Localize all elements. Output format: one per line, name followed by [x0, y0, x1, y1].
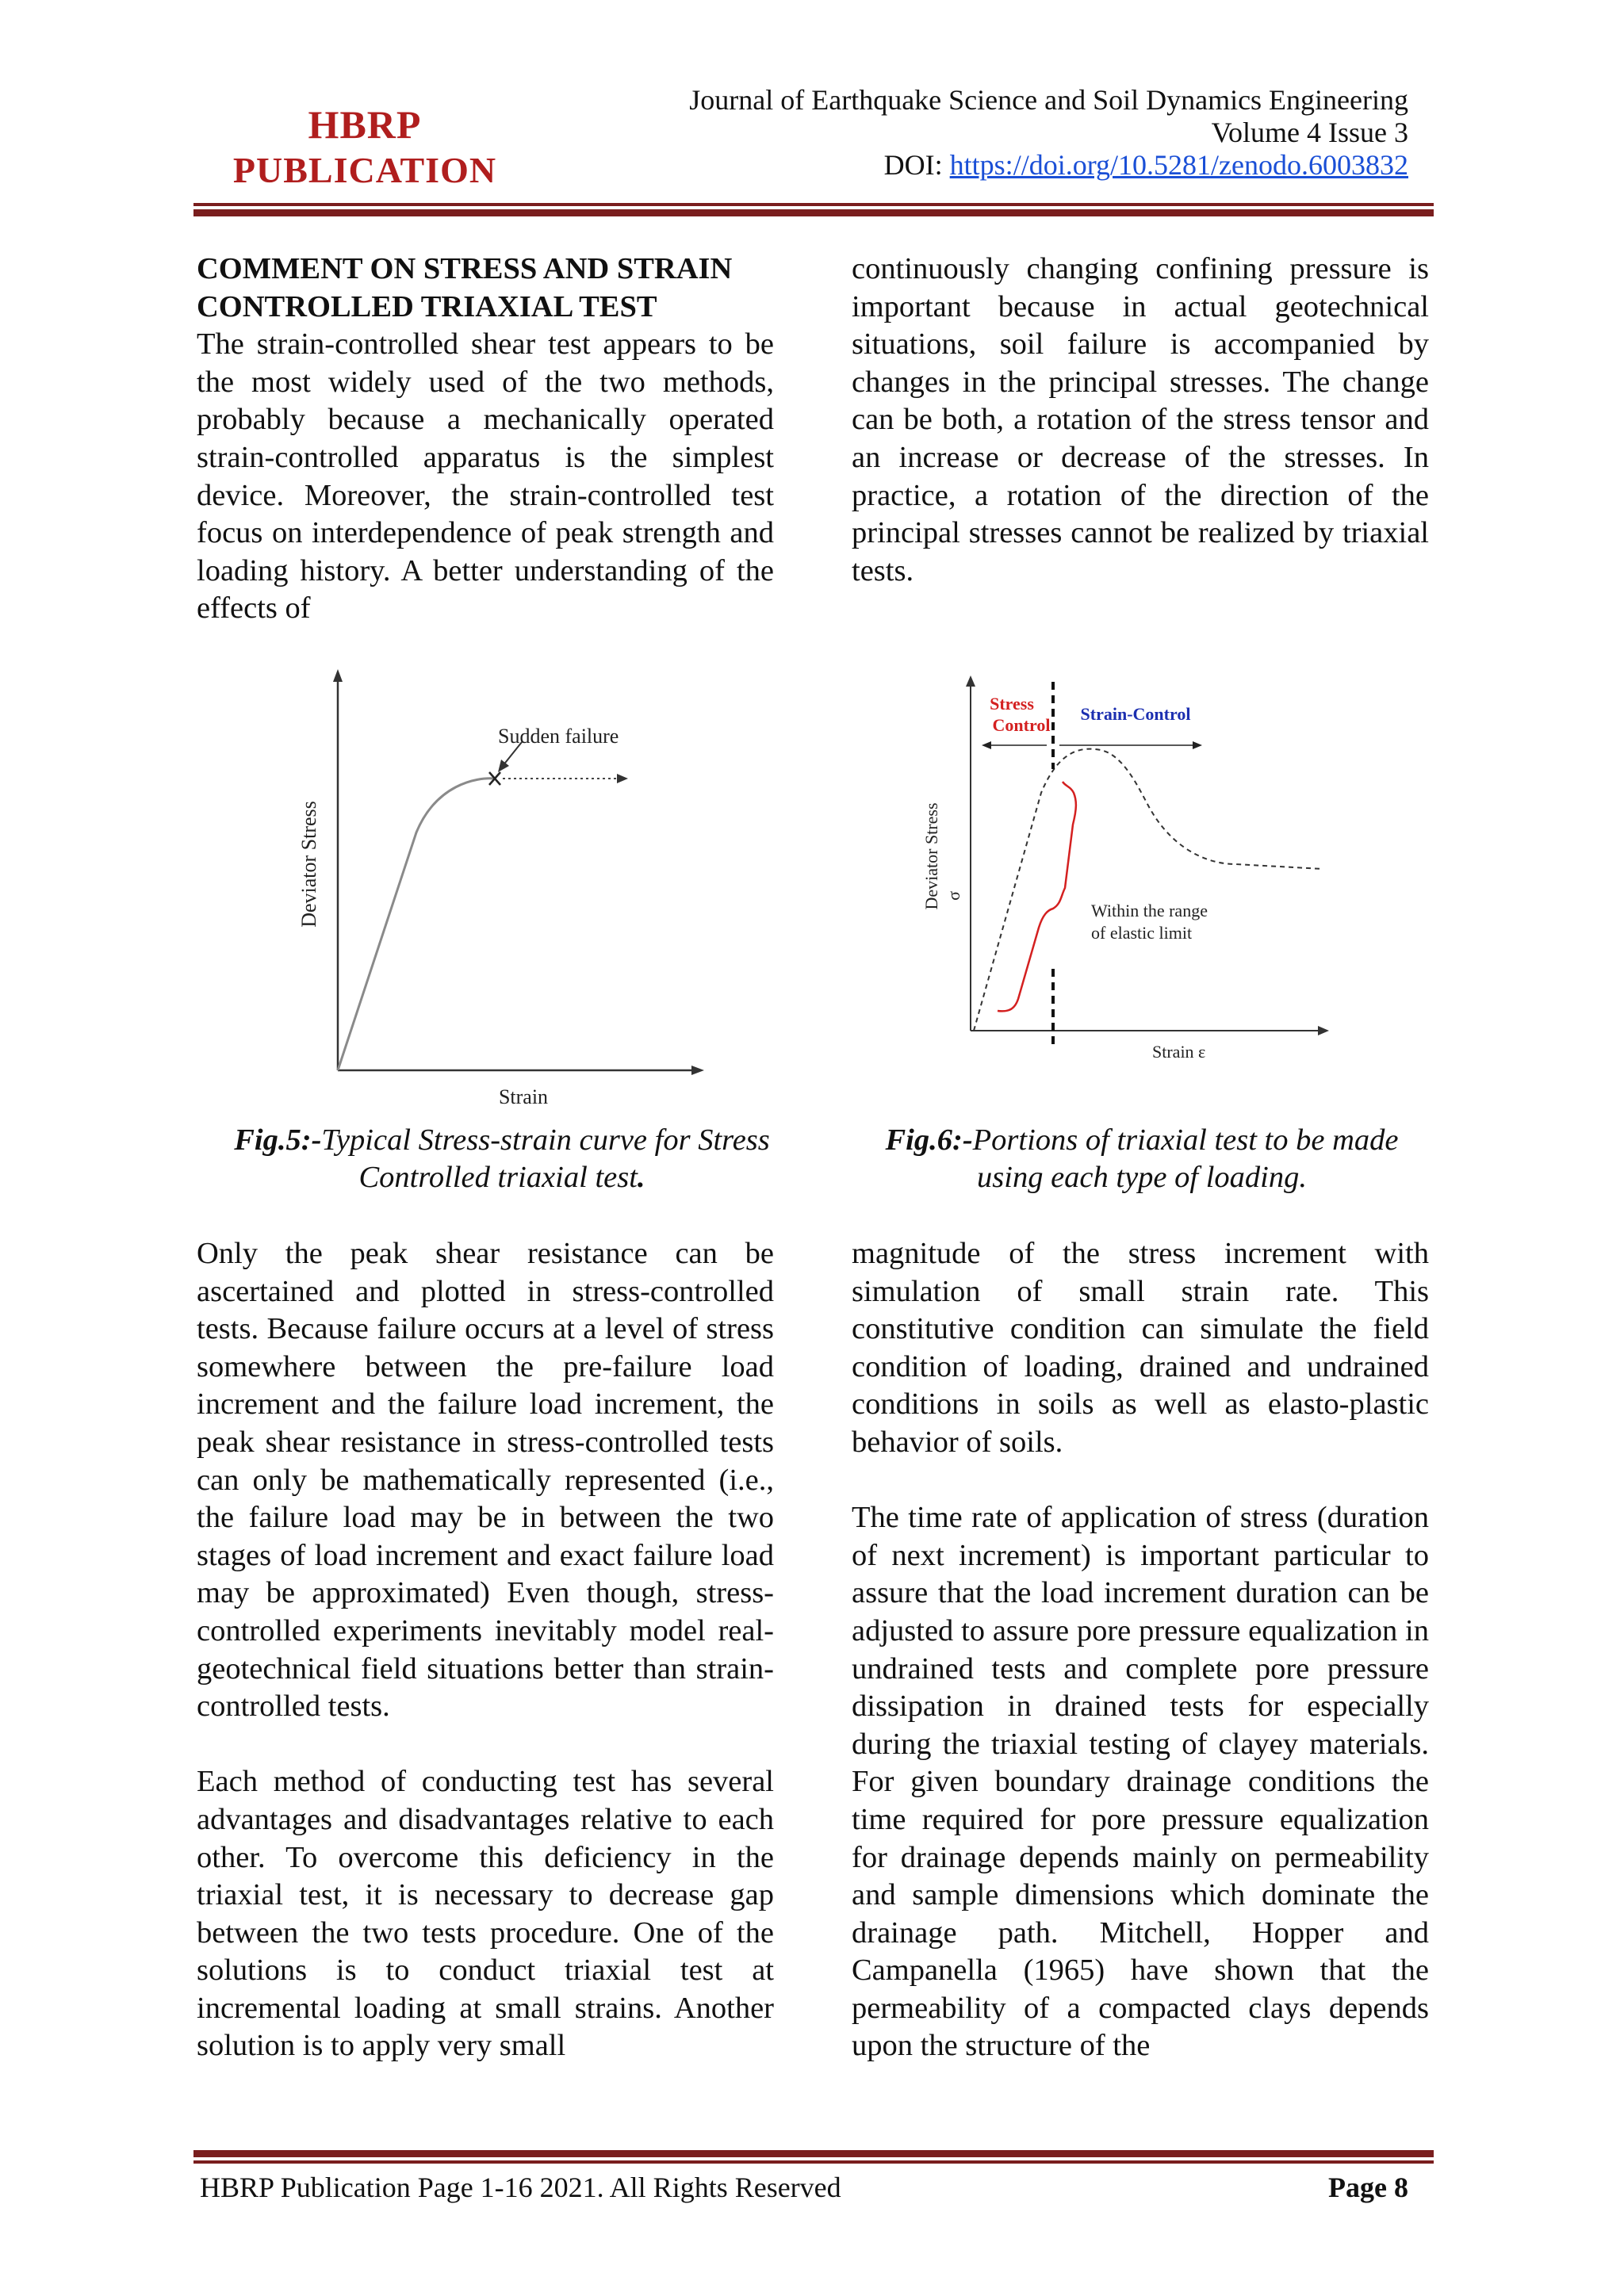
fig5-annotation: Sudden failure [498, 725, 619, 748]
section-heading-line-2: CONTROLLED TRIAXIAL TEST [197, 289, 657, 323]
fig5-x-arrow [691, 1066, 704, 1075]
fig6-caption-line-1: Portions of triaxial test to be made [972, 1123, 1399, 1157]
fig6-y-arrow [966, 675, 975, 687]
logo-line-2: PUBLICATION [232, 150, 497, 190]
fig5-caption-line-1: Typical Stress-strain curve for Stress [321, 1123, 770, 1157]
fig6-elastic-label-2: of elastic limit [1091, 923, 1193, 943]
doi-line [536, 149, 1408, 182]
fig6-stress-control-label-2: Control [992, 715, 1051, 735]
paragraph-strain-controlled: The strain-controlled shear test appears to be the most widely used of the two methods, probably because a mechanically operated strain-controlled apparatus is the simplest device. Moreover, the strain-controlled test focus on interdependence of peak strength and loading history. A better understanding of the effects of [197, 327, 774, 626]
footer-copyright: HBRP Publication Page 1-16 2021. All Rights Reserved [200, 2172, 841, 2203]
footer-rule-thick [193, 2150, 1434, 2157]
fig6-y-symbol: σ [944, 891, 963, 901]
header-rule-thin [193, 203, 1434, 206]
fig5-y-label: Deviator Stress [297, 801, 320, 928]
section-heading [197, 251, 774, 326]
fig6-caption-line-2: using each type of loading. [977, 1161, 1307, 1194]
fig6-stress-range-arrow [982, 741, 991, 749]
paragraph-peak-shear: Only the peak shear resistance can be ascertained and plotted in stress-controlled tests. Because failure occurs at a level of stress somewhere between the pre-failure load increment and the failure load increment, the peak shear resistance in stress-controlled tests can only be mathematically represented (i.e., the failure load may be in between the two stages of load increment and exact failure load may be approximated) Even though, stress-controlled experiments inevitably model real-geotechnical field situations better than strain-controlled tests. [197, 1237, 774, 1724]
right-column-top [852, 251, 1429, 590]
volume-issue: Volume 4 Issue 3 [1211, 117, 1408, 148]
fig6-caption [841, 1122, 1443, 1196]
fig5-x-label: Strain [498, 1085, 549, 1108]
fig6-elastic-bracket [998, 782, 1076, 1011]
journal-name: Journal of Earthquake Science and Soil Dynamics Engineering [689, 84, 1408, 116]
fig5-annotation-arrowhead [498, 760, 509, 772]
fig6-strain-curve [974, 749, 1323, 1031]
header-rule-thick [193, 209, 1434, 216]
fig5-chart [285, 666, 730, 1118]
fig5-y-arrow [333, 669, 343, 682]
journal-info [536, 84, 1408, 182]
fig6-x-arrow [1318, 1026, 1329, 1035]
fig6-chart [910, 666, 1354, 1070]
right-column-bottom [852, 1235, 1429, 2065]
fig5-caption [197, 1122, 807, 1196]
paragraph-each-method: Each method of conducting test has several advantages and disadvantages relative to each other. To overcome this deficiency in the triaxial test, it is necessary to decrease gap between the two tests procedure. One of the solutions is to conduct triaxial test at incremental loading at small strains. Another solution is to apply very small [197, 1765, 774, 2063]
publisher-logo [214, 101, 515, 193]
left-column-top [197, 251, 774, 628]
fig6-stress-control-label-1: Stress [990, 694, 1034, 714]
paragraph-time-rate: The time rate of application of stress (duration of next increment) is important particular to assure that the load increment duration can be adjusted to assure pore pressure equalization in undrained tests and complete pore pressure dissipation in drained tests for especially during the triaxial testing of clayey materials. For given boundary drainage conditions the time required for pore pressure equalization for drainage depends mainly on permeability and sample dimensions which dominate the drainage path. Mitchell, Hopper and Campanella (1965) have shown that the permeability of a compacted clays depends upon the structure of the [852, 1501, 1429, 2063]
fig5-caption-line-2: Controlled triaxial test [358, 1161, 638, 1194]
fig5-stress-curve [338, 779, 495, 1070]
fig5-caption-period: . [637, 1161, 645, 1194]
footer-rule-thin [193, 2160, 1434, 2164]
fig6-y-label: Deviator Stress [921, 802, 941, 910]
fig6-caption-label: Fig.6:- [885, 1123, 973, 1157]
paragraph-confining-pressure: continuously changing confining pressure is important because in actual geotechnical situations, soil failure is accompanied by changes in the principal stresses. The change can be both, a rotation of the stress tensor and an increase or decrease of the stresses. In practice, a rotation of the direction of the principal stresses cannot be realized by triaxial tests. [852, 252, 1429, 587]
doi-label: DOI: [883, 149, 943, 181]
fig6-strain-range-arrow [1193, 741, 1202, 749]
section-heading-line-1: COMMENT ON STRESS AND STRAIN [197, 252, 733, 285]
left-column-bottom [197, 1235, 774, 2065]
fig6-x-label: Strain ε [1152, 1042, 1206, 1062]
fig5-caption-label: Fig.5:- [234, 1123, 322, 1157]
page-number: Page 8 [1328, 2172, 1408, 2203]
fig5-dotted-arrow [617, 774, 628, 783]
fig6-elastic-label-1: Within the range [1091, 901, 1208, 920]
paragraph-magnitude: magnitude of the stress increment with simulation of small strain rate. This constitutive condition can simulate the field condition of loading, drained and undrained conditions in soils as well as elasto-plastic behavior of soils. [852, 1237, 1429, 1459]
doi-link[interactable]: https://doi.org/10.5281/zenodo.6003832 [949, 149, 1408, 181]
logo-line-1: HBRP [308, 102, 422, 147]
fig6-strain-control-label: Strain-Control [1080, 704, 1191, 724]
